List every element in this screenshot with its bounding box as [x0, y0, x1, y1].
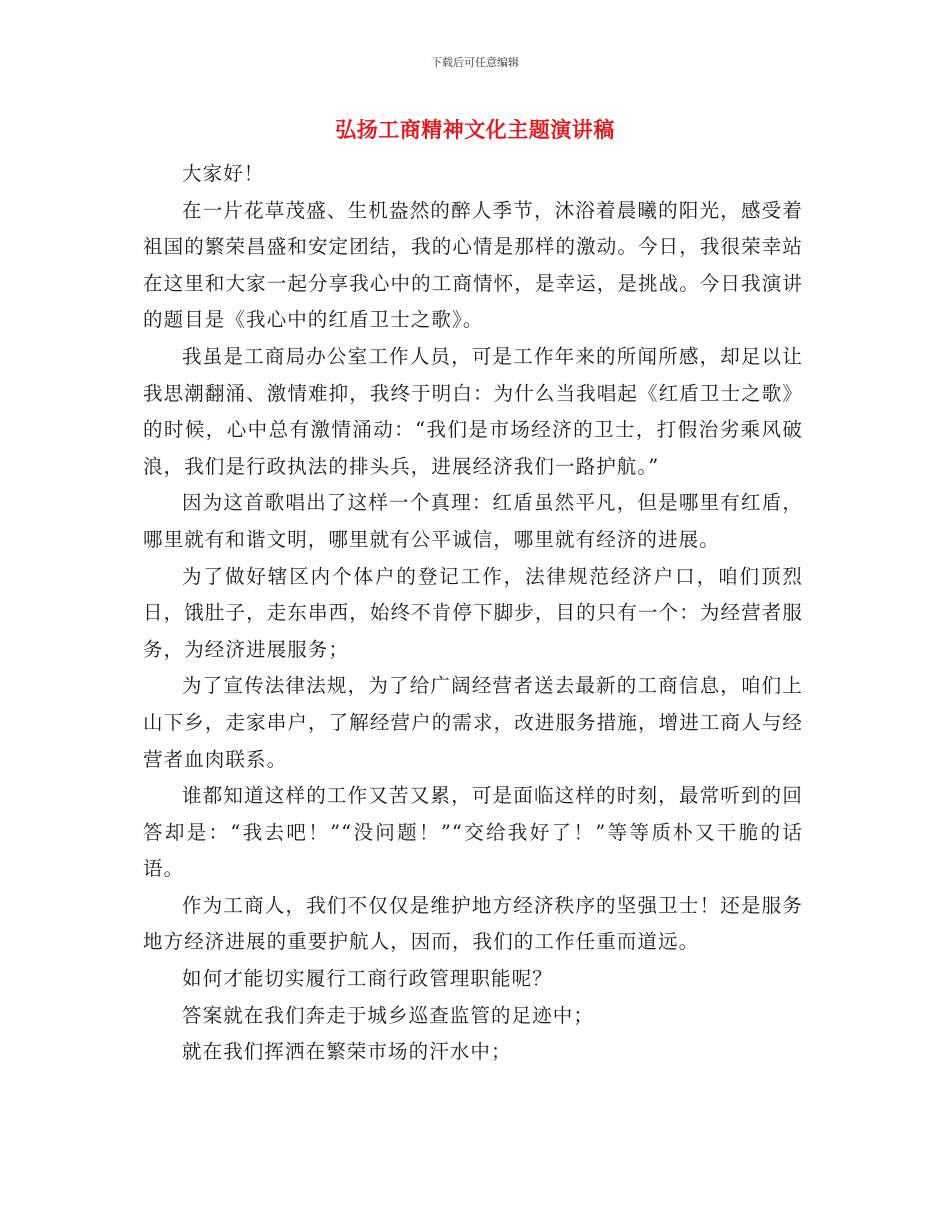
paragraph: 为了宣传法律法规，为了给广阔经营者送去最新的工商信息，咱们上山下乡，走家串户，了解经营户的需求，改进服务措施，增进工商人与经营者血肉联系。 [143, 674, 803, 771]
paragraph: 在一片花草茂盛、生机盎然的醉人季节，沐浴着晨曦的阳光，感受着祖国的繁荣昌盛和安定团结，我的心情是那样的激动。今日，我很荣幸站在这里和大家一起分享我心中的工商情怀，是幸运，是挑战。今日我演讲的题目是《我心中的红盾卫士之歌》。 [143, 198, 803, 332]
paragraph: 为了做好辖区内个体户的登记工作，法律规范经济户口，咱们顶烈日，饿肚子，走东串西，始终不肯停下脚步，目的只有一个：为经营者服务，为经济进展服务； [143, 564, 803, 661]
paragraph: 就在我们挥洒在繁荣市场的汗水中； [182, 1040, 512, 1064]
document-body [143, 156, 803, 1071]
paragraph: 因为这首歌唱出了这样一个真理：红盾虽然平凡，但是哪里有红盾，哪里就有和谐文明，哪里就有公平诚信，哪里就有经济的进展。 [143, 491, 803, 551]
paragraph: 谁都知道这样的工作又苦又累，可是面临这样的时刻，最常听到的回答却是：“我去吧！”“没问题！”“交给我好了！”等等质朴又干脆的话语。 [143, 784, 803, 881]
paragraph: 如何才能切实履行工商行政管理职能呢？ [182, 967, 553, 991]
paragraph: 我虽是工商局办公室工作人员，可是工作年来的所闻所感，却足以让我思潮翻涌、激情难抑，我终于明白：为什么当我唱起《红盾卫士之歌》的时候，心中总有激情涌动：“我们是市场经济的卫士，打假治劣乘风破浪，我们是行政执法的排头兵，进展经济我们一路护航。” [143, 344, 803, 478]
paragraph: 作为工商人，我们不仅仅是维护地方经济秩序的坚强卫士！还是服务地方经济进展的重要护航人，因而，我们的工作任重而道远。 [143, 893, 803, 954]
paragraph: 答案就在我们奔走于城乡巡查监管的足迹中； [182, 1003, 595, 1027]
paragraph-greeting: 大家好！ [182, 162, 265, 185]
header-note: 下载后可任意编辑 [431, 56, 519, 69]
document-title: 弘扬工商精神文化主题演讲稿 [335, 118, 615, 142]
